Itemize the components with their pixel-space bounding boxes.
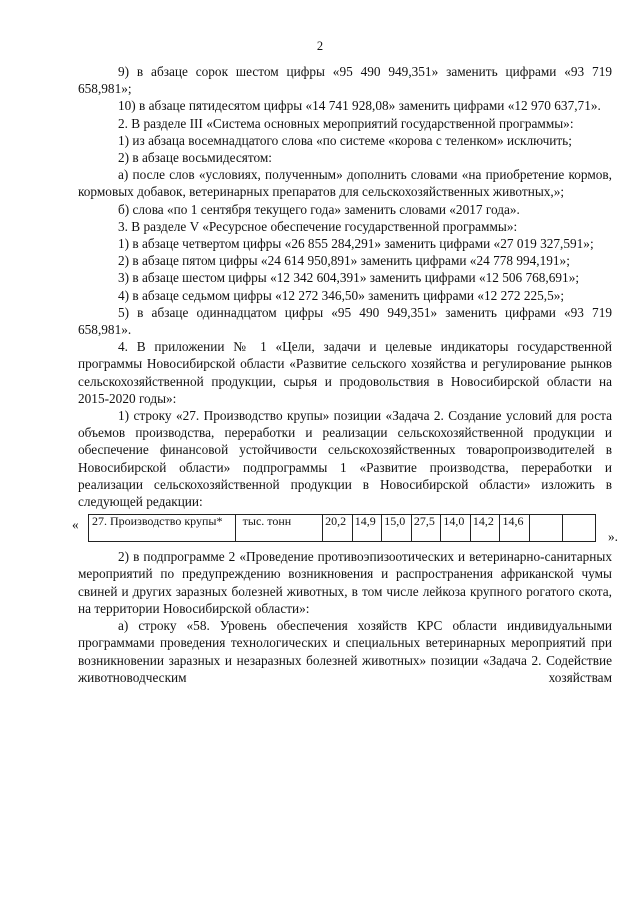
indicator-table — [88, 514, 596, 542]
open-quote: « — [72, 517, 79, 533]
paragraph: 1) строку «27. Производство крупы» позиции «Задача 2. Создание условий для роста объемов производства, переработки и реализации сельскохозяйственной продукции и обеспечение финансовой устойчивости сельскохозяйственных товаропроизводителей в Новосибирской области» подпрограммы 1 «Развитие производства, переработки и реализации сельскохозяйственной продукции в Новосибирской области» изложить в следующей редакции: — [78, 408, 612, 510]
value-cell: 14,9 — [352, 515, 382, 542]
paragraph: 4) в абзаце седьмом цифры «12 272 346,50» заменить цифрами «12 272 225,5»; — [118, 287, 565, 303]
paragraph: 3) в абзаце шестом цифры «12 342 604,391» заменить цифрами «12 506 768,691»; — [118, 270, 580, 286]
table-row — [89, 515, 596, 542]
paragraph: а) после слов «условиях, полученным» дополнить словами «на приобретение кормов, кормовых добавок, ветеринарных препаратов для сельскохозяйственных животных,»; — [78, 167, 612, 200]
paragraph: 5) в абзаце одиннадцатом цифры «95 490 949,351» заменить цифрами «93 719 658,981». — [78, 304, 612, 338]
paragraph: 1) из абзаца восемнадцатого слова «по системе «корова с теленком» исключить; — [118, 132, 572, 148]
paragraph: 9) в абзаце сорок шестом цифры «95 490 949,351» заменить цифрами «93 719 658,981»; — [78, 64, 612, 97]
paragraph: 2) в абзаце пятом цифры «24 614 950,891» заменить цифрами «24 778 994,191»; — [118, 253, 570, 269]
unit-cell: тыс. тонн — [235, 515, 323, 542]
section-heading: 3. В разделе V «Ресурсное обеспечение государственной программы»: — [118, 218, 518, 234]
paragraph: а) строку «58. Уровень обеспечения хозяйств КРС области индивидуальными программами проведения технологических и специальных ветеринарных мероприятий при возникновении заразных и незаразных болезней животных» позиции «Задача 2. Содействие животноводческим хозяйствам — [78, 618, 612, 685]
value-cell: 27,5 — [411, 515, 441, 542]
section-heading: 2. В разделе III «Система основных мероприятий государственной программы»: — [118, 115, 574, 131]
value-cell: 15,0 — [382, 515, 412, 542]
paragraph: б) слова «по 1 сентября текущего года» заменить словами «2017 года». — [118, 201, 520, 217]
value-cell — [562, 515, 595, 542]
value-cell: 20,2 — [323, 515, 353, 542]
value-cell: 14,6 — [500, 515, 530, 542]
paragraph: 2) в абзаце восьмидесятом: — [118, 150, 272, 166]
document-body — [72, 63, 618, 686]
page-number: 2 — [316, 39, 324, 53]
section-heading: 4. В приложении № 1 «Цели, задачи и целевые индикаторы государственной программы Новосибирской области «Развитие сельского хозяйства и регулирование рынков сельскохозяйственной продукции, сырья и продовольствия в Новосибирской области на 2015-2020 годы»: — [78, 339, 612, 406]
indicator-table-block — [72, 514, 618, 545]
value-cell: 14,2 — [470, 515, 500, 542]
indicator-name-cell: 27. Производство крупы* — [89, 515, 236, 542]
value-cell — [530, 515, 563, 542]
paragraph: 2) в подпрограмме 2 «Проведение противоэпизоотических и ветеринарно-санитарных мероприятий по предупреждению возникновения и распространения африканской чумы свиней и других заразных болезней животных, в том числе лейкоза крупного рогатого скота, на территории Новосибирской области»: — [78, 549, 612, 616]
paragraph: 10) в абзаце пятидесятом цифры «14 741 928,08» заменить цифрами «12 970 637,71». — [118, 98, 601, 114]
close-quote: ». — [608, 529, 618, 545]
value-cell: 14,0 — [441, 515, 471, 542]
paragraph: 1) в абзаце четвертом цифры «26 855 284,291» заменить цифрами «27 019 327,591»; — [118, 236, 594, 252]
